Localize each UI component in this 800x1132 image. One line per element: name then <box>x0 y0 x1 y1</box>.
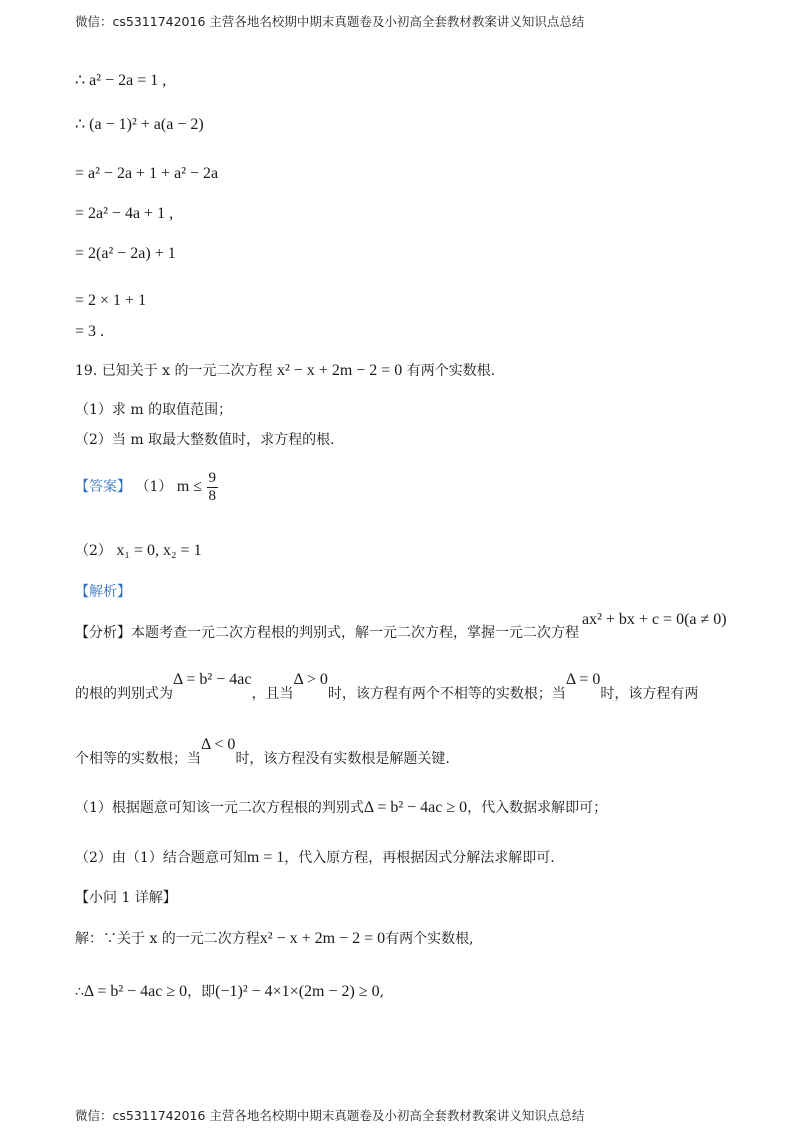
question-prefix: 19. 已知关于 x 的一元二次方程 <box>75 363 273 379</box>
detail-inequality: (−1)² − 4×1×(2m − 2) ≥ 0 <box>215 983 380 1000</box>
question-stem <box>75 363 495 379</box>
answer-part-2-roots: x₁ = 0, x₂ = 1 <box>116 542 202 559</box>
step-3: = a² − 2a + 1 + a² − 2a <box>75 165 219 182</box>
step-7: = 3 . <box>75 323 105 340</box>
detail-line-2-a: ∴ <box>75 984 84 1000</box>
analysis-line-5-b: ，代入原方程，再根据因式分解法求解即可. <box>284 850 555 866</box>
detail-line-1-a: 解：∵关于 x 的一元二次方程 <box>75 931 260 947</box>
analysis-line-5 <box>75 850 555 866</box>
detail-line-2-b: ，即 <box>187 984 216 1000</box>
delta-negative: Δ < 0 <box>201 736 236 753</box>
fraction-numerator: 9 <box>208 470 217 486</box>
detail-line-2-c: , <box>379 984 385 1000</box>
analysis-line-3 <box>75 736 450 767</box>
detail-line-1-b: 有两个实数根, <box>385 931 474 947</box>
answer-part-2 <box>75 543 202 559</box>
question-part-2: （2）当 m 取最大整数值时，求方程的根. <box>75 432 335 448</box>
analysis-line-2-d: 时，该方程有两 <box>600 686 699 702</box>
discriminant-condition: Δ = b² − 4ac ≥ 0 <box>363 799 468 816</box>
detail-label: 【小问 1 详解】 <box>75 890 177 906</box>
analysis-line-3-a: 个相等的实数根；当 <box>75 751 201 767</box>
answer-part-1 <box>75 470 218 504</box>
answer-part-2-prefix: （2） <box>75 543 112 559</box>
analysis-line-5-a: （2）由（1）结合题意可知 <box>75 850 247 866</box>
analysis-line-2-c: 时，该方程有两个不相等的实数根；当 <box>327 686 566 702</box>
m-value: m = 1 <box>246 849 285 866</box>
question-part-1: （1）求 m 的取值范围； <box>75 402 233 418</box>
step-1: ∴ a² − 2a = 1 , <box>75 72 167 89</box>
analysis-line-4-a: （1）根据题意可知该一元二次方程根的判别式 <box>75 800 364 816</box>
analysis-line-2-b: ，且当 <box>251 686 294 702</box>
analysis-line-1-text: 本题考查一元二次方程根的判别式，解一元二次方程，掌握一元二次方程 <box>131 625 579 641</box>
detail-line-1 <box>75 931 474 947</box>
answer-part-1-prefix: （1） <box>135 479 173 495</box>
step-6: = 2 × 1 + 1 <box>75 292 147 309</box>
answer-fraction <box>207 470 219 504</box>
analysis-line-4 <box>75 800 607 816</box>
answer-part-1-lhs: m ≤ <box>176 478 203 495</box>
question-suffix: 有两个实数根. <box>406 363 496 379</box>
analysis-line-4-b: ，代入数据求解即可； <box>467 800 608 816</box>
delta-zero: Δ = 0 <box>565 671 601 688</box>
analysis-general-equation: ax² + bx + c = 0(a ≠ 0) <box>582 611 727 628</box>
detail-line-2 <box>75 984 384 1000</box>
analysis-label: 【解析】 <box>75 584 131 600</box>
fenxi-label: 【分析】 <box>75 625 131 641</box>
detail-discriminant: Δ = b² − 4ac ≥ 0 <box>83 983 188 1000</box>
step-2: ∴ (a − 1)² + a(a − 2) <box>75 116 204 133</box>
analysis-line-1 <box>75 626 579 640</box>
answer-label: 【答案】 <box>75 479 131 495</box>
discriminant-formula: Δ = b² − 4ac <box>173 671 252 688</box>
step-5: = 2(a² − 2a) + 1 <box>75 245 176 262</box>
analysis-line-2-a: 的根的判别式为 <box>75 686 173 702</box>
question-equation: x² − x + 2m − 2 = 0 <box>276 362 403 379</box>
step-4: = 2a² − 4a + 1 , <box>75 205 174 222</box>
detail-equation: x² − x + 2m − 2 = 0 <box>259 930 386 947</box>
analysis-line-2 <box>75 671 699 702</box>
analysis-line-3-b: 时，该方程没有实数根是解题关键. <box>235 751 450 767</box>
fraction-denominator: 8 <box>208 487 217 504</box>
page-header: 微信：cs5311742016 主营各地名校期中期末真题卷及小初高全套教材教案讲义知识点总结 <box>75 14 585 29</box>
page-footer: 微信：cs5311742016 主营各地名校期中期末真题卷及小初高全套教材教案讲义知识点总结 <box>75 1108 585 1123</box>
delta-positive: Δ > 0 <box>293 671 328 688</box>
